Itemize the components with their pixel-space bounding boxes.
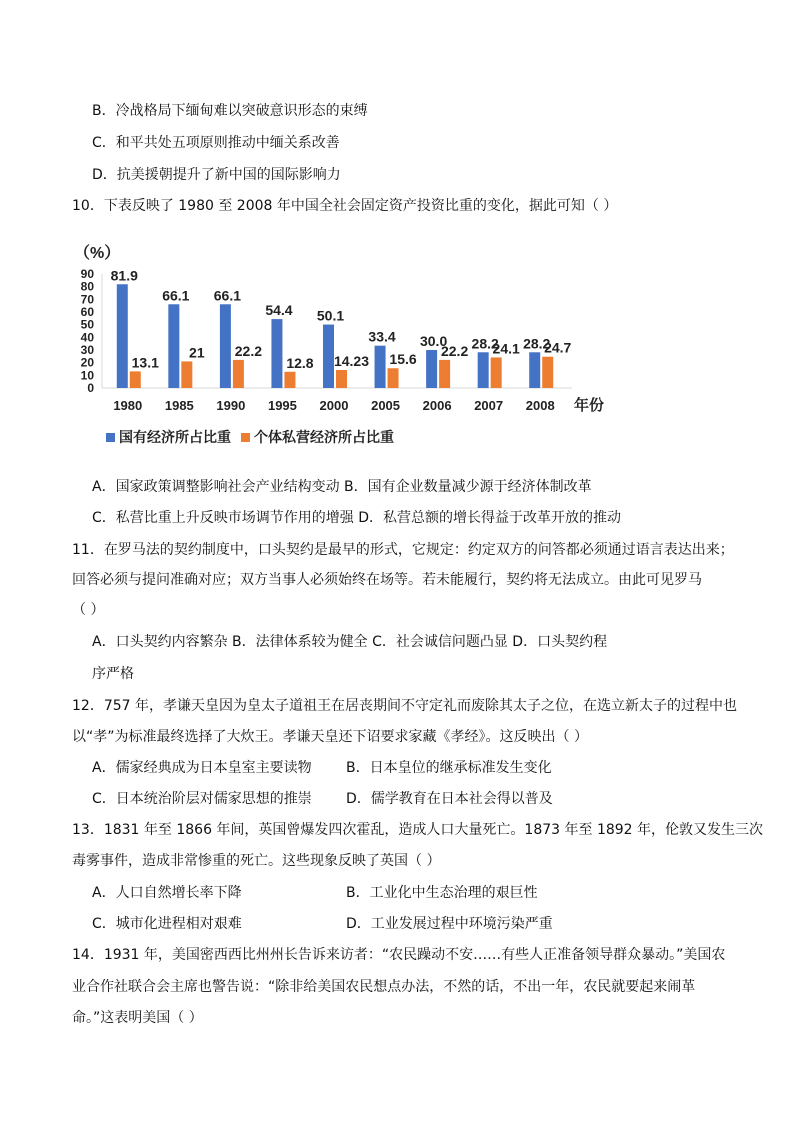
- data-label: 28.2: [471, 335, 499, 352]
- x-tick-label: 2005: [371, 398, 401, 413]
- x-tick-label: 2006: [422, 398, 452, 413]
- bar-state: [478, 352, 489, 388]
- bar-private: [284, 372, 295, 388]
- data-label: 13.1: [131, 354, 159, 371]
- y-tick-label: 50: [80, 317, 94, 332]
- q12-stem-line1: 12．757 年，孝谦天皇因为皇太子道祖王在居丧期间不守定礼而废除其太子之位，在选立新太子的过程中也: [72, 698, 737, 714]
- legend-swatch: [106, 433, 115, 442]
- data-label: 81.9: [110, 267, 138, 284]
- y-tick-label: 70: [80, 292, 94, 307]
- q12-option-a: A．儒家经典成为日本皇室主要读物: [92, 760, 312, 776]
- x-tick-label: 1995: [267, 398, 297, 413]
- bar-state: [529, 352, 540, 388]
- data-label: 22.2: [440, 342, 469, 359]
- legend-label: 国有经济所占比重: [119, 429, 231, 445]
- data-label: 28.2: [523, 335, 551, 352]
- y-tick-label: 30: [80, 343, 94, 357]
- bar-chart-svg: [72, 236, 632, 466]
- q9-option-d: D．抗美援朝提升了新中国的国际影响力: [92, 167, 341, 183]
- q13-option-c: C．城市化进程相对艰难: [92, 916, 242, 932]
- q11-stem-line3: （ ）: [72, 602, 105, 618]
- q13-option-d: D．工业发展过程中环境污染严重: [346, 916, 553, 932]
- q14-stem-line2: 业合作社联合会主席也警告说：“除非给美国农民想点办法，不然的话，不出一年，农民就要起来闹革: [72, 979, 696, 995]
- data-label: 66.1: [162, 287, 190, 304]
- bar-private: [388, 368, 399, 388]
- data-label: 24.7: [544, 339, 572, 356]
- x-axis-label: 年份: [574, 397, 605, 414]
- bar-private: [130, 371, 141, 388]
- x-tick-label: 2008: [525, 398, 555, 413]
- x-tick-label: 2007: [474, 398, 504, 413]
- investment-share-chart: [72, 236, 632, 466]
- x-tick-label: 2000: [319, 398, 349, 413]
- data-label: 24.1: [492, 340, 520, 357]
- bar-private: [233, 360, 244, 388]
- y-tick-label: 20: [80, 355, 94, 370]
- q13-stem-line1: 13．1831 年至 1866 年间，英国曾爆发四次霍乱，造成人口大量死亡。1873 年至 1892 年，伦敦又发生三次: [72, 822, 764, 838]
- q10-options-line2: C．私营比重上升反映市场调节作用的增强 D．私营总额的增长得益于改革开放的推动: [92, 510, 622, 526]
- q9-option-c: C．和平共处五项原则推动中缅关系改善: [92, 135, 340, 151]
- q14-stem-line1: 14．1931 年，美国密西西比州州长告诉来访者：“农民躁动不安……有些人正准备领导群众暴动。”美国农: [72, 947, 726, 963]
- data-label: 66.1: [213, 287, 242, 304]
- bar-private: [491, 357, 502, 388]
- bar-state: [168, 304, 179, 388]
- q11-options-line1: A．口头契约内容繁杂 B．法律体系较为健全 C．社会诚信问题凸显 D．口头契约程: [92, 634, 608, 650]
- data-label: 30.0: [419, 333, 448, 349]
- q11-stem-line2: 回答必须与提问准确对应；双方当事人必须始终在场等。若未能履行，契约将无法成立。由此可见罗马: [72, 572, 702, 588]
- data-label: 21: [189, 344, 205, 361]
- x-tick-label: 1980: [113, 398, 143, 413]
- y-tick-label: 40: [80, 330, 94, 345]
- bar-private: [336, 370, 347, 388]
- bar-private: [542, 357, 553, 388]
- bar-state: [323, 325, 334, 388]
- data-label: 14.23: [333, 352, 370, 369]
- q12-option-c: C．日本统治阶层对儒家思想的推崇: [92, 791, 312, 807]
- q13-option-a: A．人口自然增长率下降: [92, 885, 242, 901]
- q12-option-b: B．日本皇位的继承标准发生变化: [346, 760, 552, 776]
- bar-state: [220, 304, 231, 388]
- legend-label: 个体私营经济所占比重: [254, 429, 394, 445]
- q11-options-line2: 序严格: [92, 666, 134, 682]
- q12-option-d: D．儒学教育在日本社会得以普及: [346, 791, 553, 807]
- bar-state: [375, 346, 386, 388]
- q10-stem: 10．下表反映了 1980 至 2008 年中国全社会固定资产投资比重的变化，据此可知（ ）: [72, 198, 618, 214]
- q14-stem-line3: 命。”这表明美国（ ）: [72, 1010, 203, 1026]
- bar-private: [439, 360, 450, 388]
- q11-stem-line1: 11．在罗马法的契约制度中，口头契约是最早的形式，它规定：约定双方的问答都必须通过语言表达出来；: [72, 542, 734, 558]
- bar-state: [271, 319, 282, 388]
- data-label: 54.4: [265, 302, 293, 319]
- q13-option-b: B．工业化中生态治理的艰巨性: [346, 885, 538, 901]
- q13-stem-line2: 毒雾事件，造成非常惨重的死亡。这些现象反映了英国（ ）: [72, 853, 441, 869]
- y-unit-label: （%）: [74, 245, 121, 262]
- legend-swatch: [241, 433, 250, 442]
- q9-option-b: B．冷战格局下缅甸难以突破意识形态的束缚: [92, 103, 368, 119]
- q12-stem-line2: 以“孝”为标准最终选择了大炊王。孝谦天皇还下诏要求家藏《孝经》。这反映出（ ）: [72, 729, 588, 745]
- x-tick-label: 1990: [216, 398, 246, 413]
- data-label: 15.6: [389, 351, 417, 368]
- bar-private: [181, 361, 192, 388]
- q10-options-line1: A．国家政策调整影响社会产业结构变动 B．国有企业数量减少源于经济体制改革: [92, 479, 592, 495]
- y-tick-label: 60: [80, 305, 94, 319]
- y-tick-label: 0: [87, 381, 94, 395]
- data-label: 22.2: [234, 342, 263, 359]
- x-tick-label: 1985: [164, 398, 194, 413]
- data-label: 12.8: [286, 354, 314, 371]
- bar-state: [426, 350, 437, 388]
- y-tick-label: 10: [80, 368, 94, 383]
- bar-state: [117, 284, 128, 388]
- y-tick-label: 80: [80, 279, 94, 294]
- data-label: 50.1: [316, 307, 345, 324]
- y-tick-label: 90: [80, 267, 94, 281]
- data-label: 33.4: [368, 328, 396, 345]
